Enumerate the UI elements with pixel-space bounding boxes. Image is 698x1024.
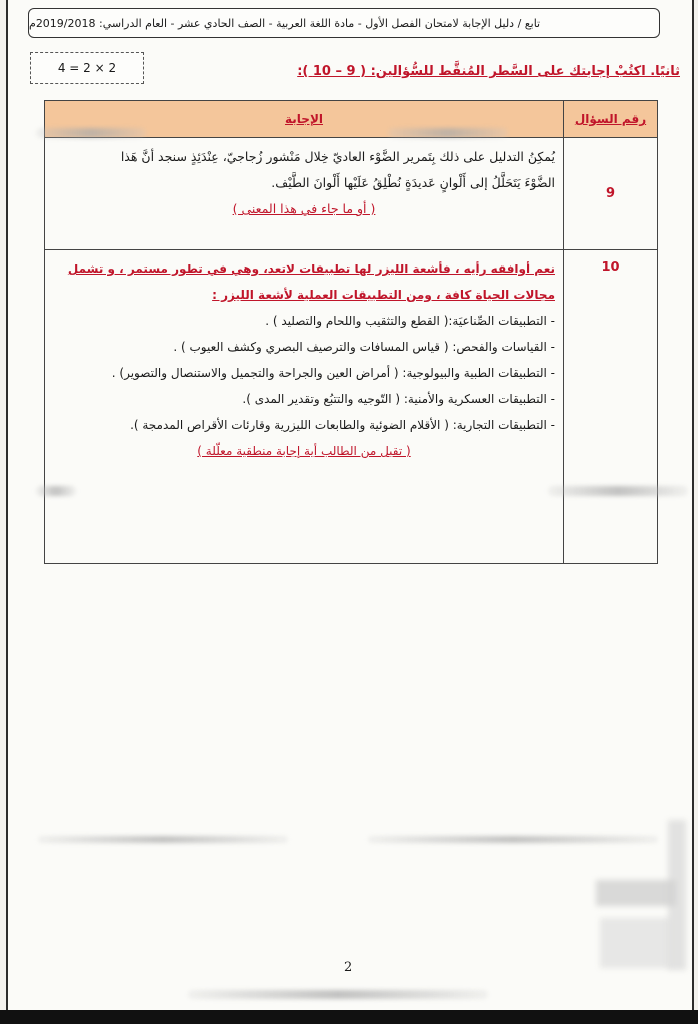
blurred-watermark: [548, 486, 688, 496]
score-text: 4 = 2 × 2: [57, 61, 117, 75]
answer-note: ( تقبل من الطالب أية إجابة منطقية معلّلة ): [197, 444, 411, 458]
answer-note: ( أو ما جاء في هذا المعنى ): [232, 201, 376, 216]
application-item: - التطبيقات الصِّناعيَة:( القطع والتثقيب واللحام والتصليد ) .: [265, 314, 555, 328]
blurred-watermark: [388, 128, 508, 138]
header-title: تابع / دليل الإجابة لامتحان الفصل الأول - مادة اللغة العربية - الصف الحادي عشر - العام الدراسي: 2019/2018م: [29, 16, 541, 30]
question-number-cell: [564, 250, 658, 564]
blurred-watermark: [36, 128, 146, 138]
application-item: - التطبيقات الطبية والبيولوجية: ( أمراض العين والجراحة والتجميل والاستنصال والتصوير) .: [111, 366, 555, 380]
blurred-watermark: [600, 918, 670, 968]
blurred-watermark: [38, 836, 288, 843]
header-question-number: رقم السؤال: [564, 101, 658, 138]
blurred-watermark: [596, 880, 676, 906]
answer-cell: [45, 250, 564, 564]
exam-page: [6, 0, 694, 1010]
section-title: ثانيًا. اكتُبْ إجابتك على السَّطر المُنقَّط للسُّؤالين: ( 9 – 10 ):: [297, 64, 680, 79]
blurred-watermark: [668, 820, 686, 970]
score-box: [30, 52, 144, 84]
table-row: [45, 250, 658, 564]
header-answer: الإجابة: [45, 101, 564, 138]
question-number: 10: [601, 260, 620, 275]
question-number-cell: [564, 138, 658, 250]
application-item: - التطبيقات التجارية: ( الأقلام الضوئية والطابعات الليزرية وقارئات الأقراص المدمجة ).: [130, 418, 555, 432]
table-row: [45, 138, 658, 250]
answer-cell: [45, 138, 564, 250]
answer-intro: نعم أوافقه رأيه ، فأشعة الليزر لها تطبيقات لاتعد، وهي في تطور مستمر ، و تشمل: [67, 262, 555, 276]
answer-line: يُمكِنُ التدليل على ذلك بِتَمرير الضَّوْء العاديّ خِلال مَنْشور زُجاجيّ، عِنْدَئِذٍ سنجد أنَّ هَذا: [120, 149, 555, 164]
blurred-watermark: [188, 990, 488, 999]
header-box: [28, 8, 660, 38]
answer-line: الضَّوْءَ يَتَحَلَّلُ إلى أَلْوانٍ عَديدَةٍ نُطْلِقُ عَلَيْها أَلْوانَ الطَّيْف.: [271, 175, 555, 190]
question-number: 9: [605, 186, 616, 201]
application-item: - القياسات والفحص: ( قياس المسافات والترصيف البصري وكشف العيوب ) .: [173, 340, 555, 354]
blurred-watermark: [36, 486, 76, 496]
blurred-watermark: [368, 836, 658, 843]
answer-intro: مجالات الحياة كافة ، ومن التطبيقات العملية لأشعة الليزر :: [212, 288, 555, 302]
page-number: 2: [344, 960, 353, 975]
application-item: - التطبيقات العسكرية والأمنية: ( التّوجيه والتتبُع وتقدير المدى ).: [242, 392, 555, 406]
bottom-edge: [0, 1010, 698, 1024]
